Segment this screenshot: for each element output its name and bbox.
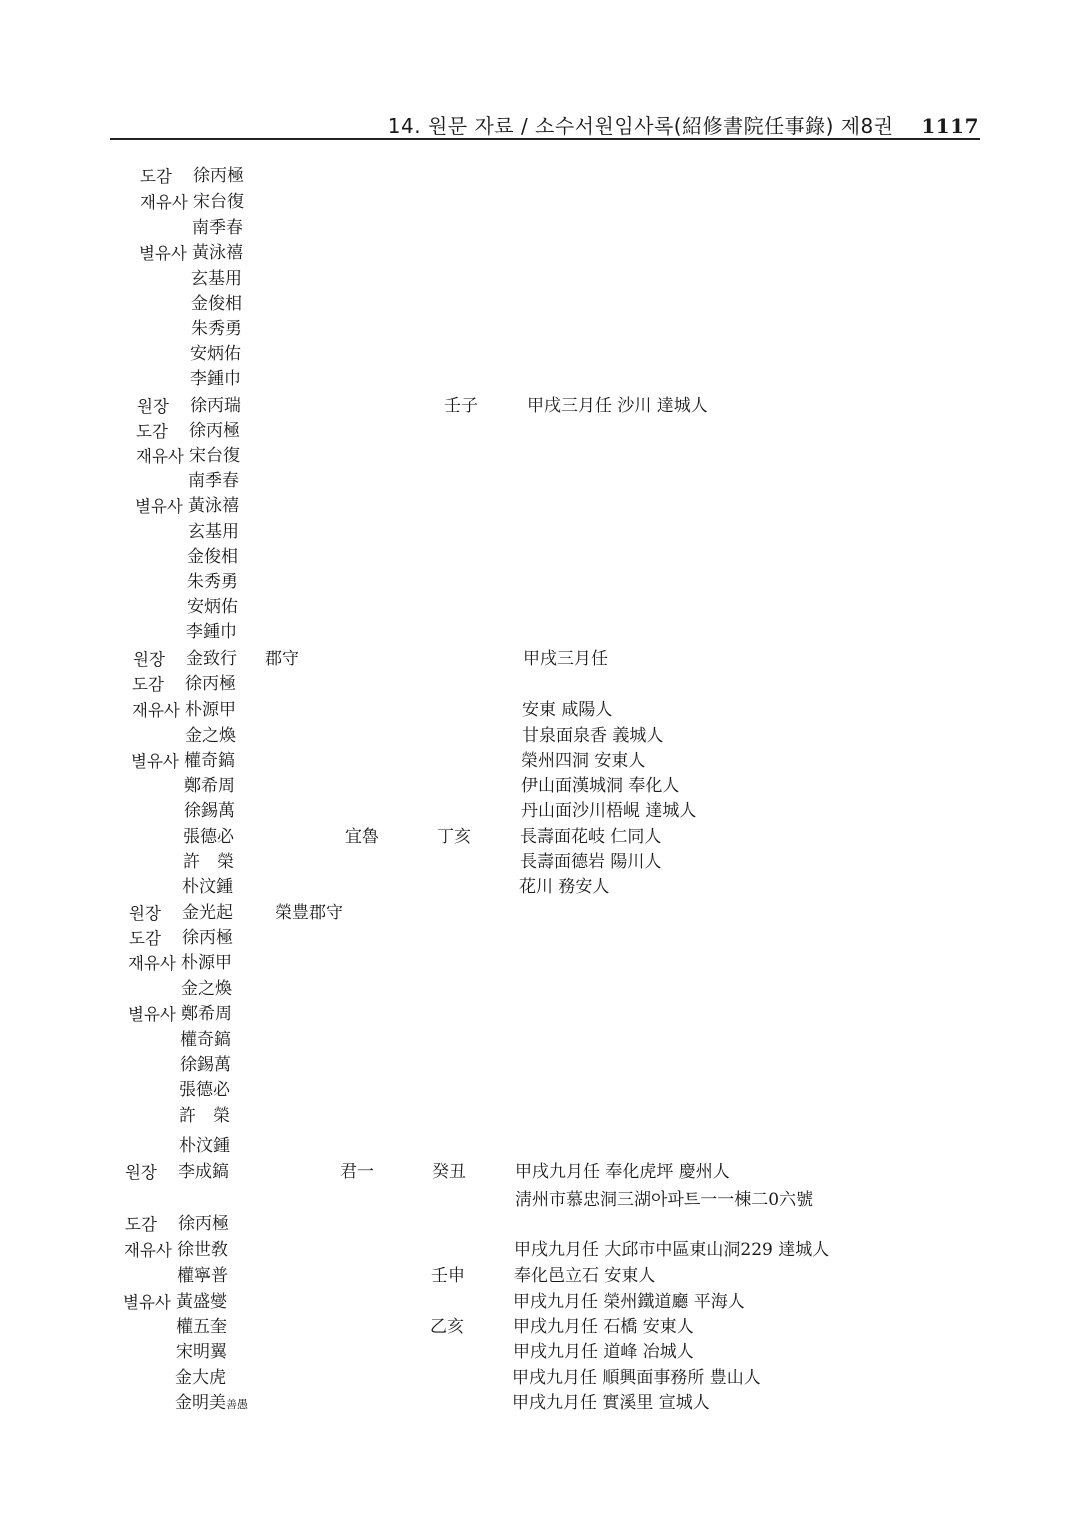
record-row <box>0 1391 1075 1416</box>
role-label: 재유사 <box>136 447 184 466</box>
note-text: 榮州四洞 安東人 <box>521 751 646 771</box>
person-name: 鄭希周 <box>181 1004 232 1024</box>
record-row <box>0 267 1075 292</box>
record-row <box>0 901 1075 926</box>
role-label: 재유사 <box>132 701 180 720</box>
record-row <box>0 494 1075 519</box>
note-text: 甲戌三月任 <box>523 649 608 669</box>
role-label: 원장 <box>137 397 169 416</box>
person-name: 張德必 <box>179 1080 230 1100</box>
record-row <box>0 1104 1075 1129</box>
role-label: 별유사 <box>131 752 179 771</box>
role-label: 도감 <box>125 1215 157 1234</box>
role-label: 원장 <box>125 1163 157 1182</box>
birth-year: 癸丑 <box>432 1162 466 1182</box>
person-name: 安炳佑 <box>190 344 241 364</box>
person-name: 李鍾巾 <box>190 369 241 389</box>
person-name: 黃泳禧 <box>192 243 243 263</box>
note-text: 甲戌三月任 沙川 達城人 <box>527 396 708 416</box>
record-row <box>0 1238 1075 1263</box>
role-label: 도감 <box>140 167 172 186</box>
note-text: 丹山面沙川梧峴 達城人 <box>521 801 697 821</box>
record-row <box>0 1212 1075 1237</box>
record-row <box>0 1002 1075 1027</box>
header-rule <box>110 138 980 140</box>
record-row <box>0 190 1075 215</box>
record-row <box>0 394 1075 419</box>
person-name: 朴汶鍾 <box>182 877 233 897</box>
record-row <box>0 595 1075 620</box>
person-name: 黃泳禧 <box>188 496 239 516</box>
person-name: 朴汶鍾 <box>179 1136 230 1156</box>
note-text: 甘泉面泉香 義城人 <box>522 726 664 746</box>
record-row <box>0 570 1075 595</box>
role-label: 재유사 <box>140 193 188 212</box>
record-row <box>0 1290 1075 1315</box>
record-row <box>0 1053 1075 1078</box>
note-text: 甲戌九月任 道峰 冶城人 <box>513 1342 694 1362</box>
running-header <box>388 110 979 139</box>
person-name: 宋台復 <box>193 192 244 212</box>
record-row <box>0 545 1075 570</box>
person-name: 朱秀勇 <box>191 319 242 339</box>
record-row <box>0 672 1075 697</box>
record-row <box>0 875 1075 900</box>
person-name: 許 榮 <box>183 852 234 872</box>
record-row <box>0 799 1075 824</box>
person-name: 權寧普 <box>177 1266 228 1286</box>
role-label: 도감 <box>129 929 161 948</box>
birth-year: 壬子 <box>444 396 478 416</box>
person-name: 徐丙極 <box>193 166 244 186</box>
note-text: 淸州市慕忠洞三湖아파트一一棟二0六號 <box>515 1190 814 1210</box>
person-name: 許 榮 <box>179 1106 230 1126</box>
note-text: 長壽面德岩 陽川人 <box>520 852 662 872</box>
note-text: 甲戌九月任 榮州鐵道廳 平海人 <box>513 1292 745 1312</box>
role-label: 도감 <box>136 422 168 441</box>
record-row <box>0 1340 1075 1365</box>
record-row <box>0 1134 1075 1159</box>
record-row <box>0 317 1075 342</box>
note-text: 奉化邑立石 安東人 <box>514 1266 656 1286</box>
person-name: 玄基用 <box>188 522 239 542</box>
record-row <box>0 926 1075 951</box>
record-row <box>0 1188 1075 1213</box>
role-label: 원장 <box>129 904 161 923</box>
record-row <box>0 774 1075 799</box>
record-row <box>0 1315 1075 1340</box>
role-label: 재유사 <box>124 1241 172 1260</box>
role-label: 별유사 <box>123 1293 171 1312</box>
note-text: 甲戌九月任 實溪里 宣城人 <box>512 1393 710 1413</box>
person-name: 安炳佑 <box>187 597 238 617</box>
note-text: 甲戌九月任 大邱市中區東山洞229 達城人 <box>514 1240 830 1260</box>
person-name: 金俊相 <box>191 294 242 314</box>
person-name: 李鍾巾 <box>186 622 237 642</box>
person-name: 徐錫萬 <box>180 1055 231 1075</box>
note-text: 安東 咸陽人 <box>522 700 613 720</box>
record-row <box>0 419 1075 444</box>
note-text: 伊山面漢城洞 奉化人 <box>521 776 680 796</box>
person-name: 李成鎬 <box>178 1162 229 1182</box>
note-text: 甲戌九月任 順興面事務所 豊山人 <box>512 1368 761 1388</box>
person-name: 宋台復 <box>189 446 240 466</box>
person-name: 金光起 <box>182 903 233 923</box>
record-row <box>0 469 1075 494</box>
person-name: 張德必 <box>183 827 234 847</box>
note-text: 甲戌九月任 奉化虎坪 慶州人 <box>515 1162 730 1182</box>
role-label: 원장 <box>133 650 165 669</box>
role-label: 별유사 <box>128 1005 176 1024</box>
record-row <box>0 749 1075 774</box>
record-row <box>0 698 1075 723</box>
office-title: 榮豊郡守 <box>275 903 343 923</box>
record-row <box>0 241 1075 266</box>
record-row <box>0 1028 1075 1053</box>
record-row <box>0 620 1075 645</box>
name-suffix: 善愚 <box>226 1398 248 1411</box>
record-row <box>0 825 1075 850</box>
record-row <box>0 724 1075 749</box>
person-name: 金明美善愚 <box>175 1393 248 1413</box>
header-title: 14. 원문 자료 / 소수서원임사록(紹修書院任事錄) 제8권 <box>387 114 894 138</box>
record-row <box>0 1264 1075 1289</box>
record-row <box>0 164 1075 189</box>
person-name: 金俊相 <box>187 547 238 567</box>
record-row <box>0 1078 1075 1103</box>
record-row <box>0 1160 1075 1185</box>
record-row <box>0 1366 1075 1391</box>
person-name: 徐丙極 <box>178 1214 229 1234</box>
person-name: 黃盛燮 <box>176 1292 227 1312</box>
note-text: 長壽面花岐 仁同人 <box>520 827 662 847</box>
record-row <box>0 647 1075 672</box>
person-name: 朴源甲 <box>185 700 236 720</box>
person-name: 朴源甲 <box>181 953 232 973</box>
page-number: 1117 <box>921 114 979 138</box>
record-row <box>0 292 1075 317</box>
person-name: 宋明翼 <box>176 1342 227 1362</box>
person-name: 徐錫萬 <box>184 801 235 821</box>
role-label: 재유사 <box>128 954 176 973</box>
role-label: 별유사 <box>135 497 183 516</box>
record-row <box>0 951 1075 976</box>
record-row <box>0 444 1075 469</box>
note-text: 花川 務安人 <box>519 877 610 897</box>
person-name: 南季春 <box>188 471 239 491</box>
person-name: 金大虎 <box>175 1368 226 1388</box>
record-row <box>0 342 1075 367</box>
record-row <box>0 977 1075 1002</box>
record-row <box>0 216 1075 241</box>
person-name: 南季春 <box>192 218 243 238</box>
person-name: 玄基用 <box>191 269 242 289</box>
person-name: 朱秀勇 <box>187 572 238 592</box>
person-name: 權奇鎬 <box>184 751 235 771</box>
person-name: 金致行 <box>186 649 237 669</box>
birth-year: 丁亥 <box>437 827 471 847</box>
record-row <box>0 850 1075 875</box>
person-name: 金之煥 <box>185 726 236 746</box>
person-name: 權五奎 <box>176 1317 227 1337</box>
role-label: 별유사 <box>139 244 187 263</box>
note-text: 甲戌九月任 石橋 安東人 <box>513 1317 694 1337</box>
person-name: 金之煥 <box>181 979 232 999</box>
office-title: 君一 <box>340 1162 374 1182</box>
person-name: 徐丙極 <box>189 421 240 441</box>
record-row <box>0 520 1075 545</box>
person-name: 徐丙瑞 <box>190 396 241 416</box>
person-name: 徐丙極 <box>185 674 236 694</box>
role-label: 도감 <box>132 675 164 694</box>
person-name: 徐丙極 <box>182 928 233 948</box>
office-title: 郡守 <box>265 649 299 669</box>
birth-year: 壬申 <box>431 1266 465 1286</box>
person-name: 鄭希周 <box>184 776 235 796</box>
birth-year: 乙亥 <box>430 1317 464 1337</box>
person-name: 權奇鎬 <box>180 1030 231 1050</box>
person-name: 徐世敎 <box>177 1240 228 1260</box>
record-row <box>0 367 1075 392</box>
office-title: 宜魯 <box>345 827 379 847</box>
